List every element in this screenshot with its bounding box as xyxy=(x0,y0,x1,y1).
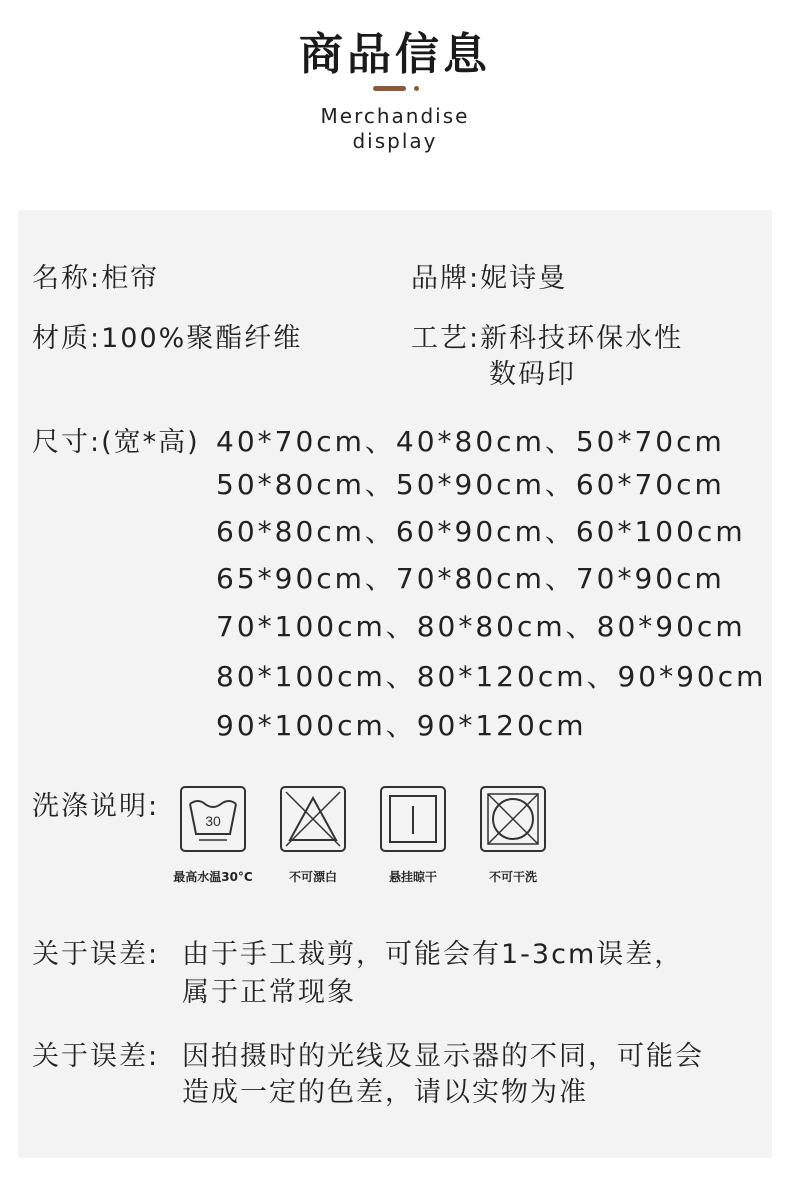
size-line: 40*70cm、40*80cm、50*70cm xyxy=(216,425,725,458)
page-subtitle xyxy=(0,104,790,154)
craft-field-line-2: 数码印 xyxy=(489,359,576,390)
size-line: 70*100cm、80*80cm、80*90cm xyxy=(216,610,746,643)
page-title: 商品信息 xyxy=(299,29,491,80)
name-field: 名称:柜帘 xyxy=(32,263,160,294)
divider-dot xyxy=(414,86,419,91)
error-text-1-line-1: 由于手工裁剪，可能会有1-3cm误差， xyxy=(182,939,684,970)
error-text-2-line-2: 造成一定的色差，请以实物为准 xyxy=(182,1077,588,1108)
size-line: 80*100cm、80*120cm、90*90cm xyxy=(216,660,767,693)
craft-field: 工艺:新科技环保水性 xyxy=(411,323,684,354)
svg-text:30: 30 xyxy=(205,813,221,829)
care-label-no-dry-clean: 不可干洗 xyxy=(488,870,537,884)
care-label-wash: 最高水温30°C xyxy=(173,870,253,884)
no-dry-clean-icon xyxy=(480,786,546,852)
error-text-2-line-1: 因拍摄时的光线及显示器的不同，可能会 xyxy=(182,1041,704,1072)
size-line: 65*90cm、70*80cm、70*90cm xyxy=(216,562,725,595)
brand-field: 品牌:妮诗曼 xyxy=(411,263,568,294)
no-bleach-icon xyxy=(280,786,346,852)
care-label-hang-dry: 悬挂晾干 xyxy=(388,870,437,884)
subtitle-line-1: Merchandise xyxy=(320,104,470,128)
hang-dry-icon xyxy=(380,786,446,852)
size-label: 尺寸:(宽*高) xyxy=(32,427,200,458)
info-panel xyxy=(18,210,772,1158)
size-line: 90*100cm、90*120cm xyxy=(216,709,587,742)
wash-label: 洗涤说明: xyxy=(32,791,160,822)
error-label-1: 关于误差: xyxy=(32,939,160,970)
material-field: 材质:100%聚酯纤维 xyxy=(32,323,303,354)
error-label-2: 关于误差: xyxy=(32,1041,160,1072)
size-line: 50*80cm、50*90cm、60*70cm xyxy=(216,468,725,501)
care-label-no-bleach: 不可漂白 xyxy=(288,870,337,884)
subtitle-line-2: display xyxy=(352,129,438,153)
error-text-1-line-2: 属于正常现象 xyxy=(182,977,356,1008)
size-line: 60*80cm、60*90cm、60*100cm xyxy=(216,515,746,548)
wash-30-icon xyxy=(180,786,246,852)
divider-bar xyxy=(373,86,406,91)
